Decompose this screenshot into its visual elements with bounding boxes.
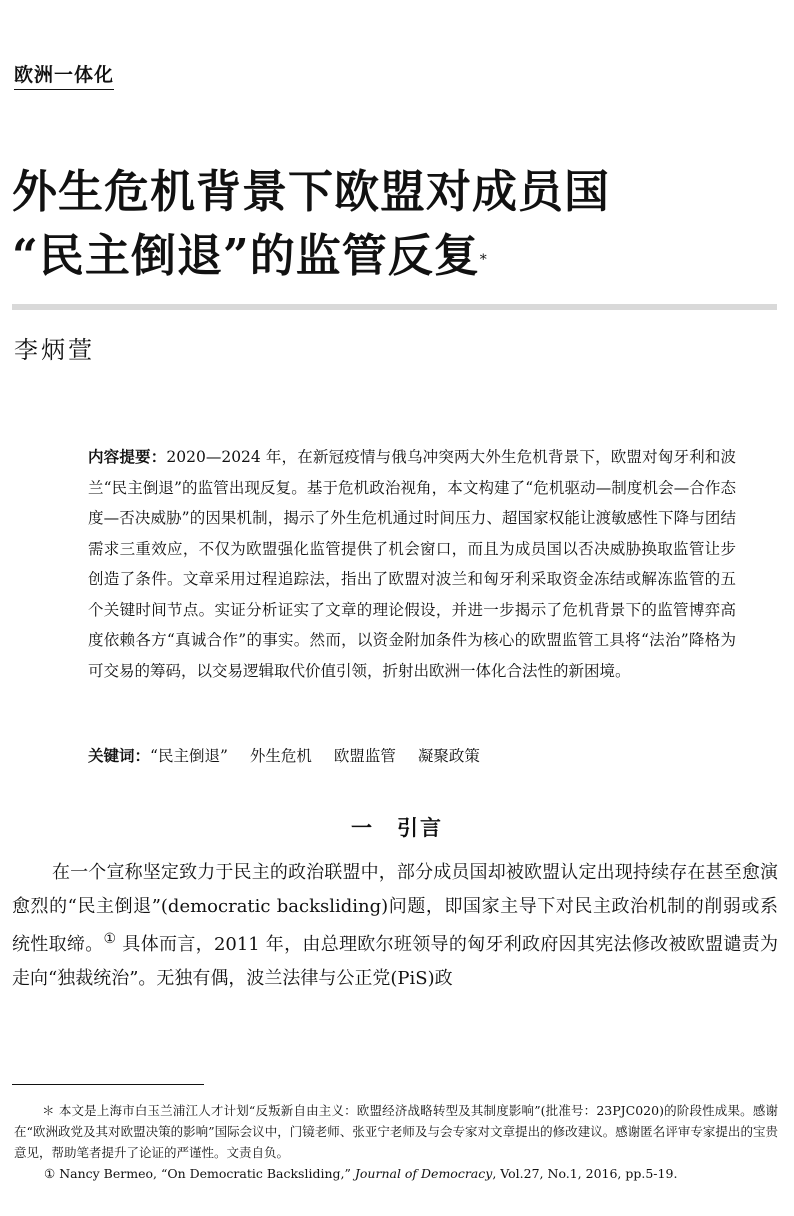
title-divider xyxy=(12,304,777,310)
keywords xyxy=(88,742,738,770)
body-text-span: 具体而言，2011 年，由总理欧尔班领导的匈牙利政府因其宪法修改被欧盟谴责为走向“独裁统治”。无独有偶，波兰法律与公正党(PiS)政 xyxy=(12,934,778,989)
abstract-text: 2020—2024 年，在新冠疫情与俄乌冲突两大外生危机背景下，欧盟对匈牙利和波兰“民主倒退”的监管出现反复。基于危机政治视角，本文构建了“危机驱动—制度机会—合作态度—否决威胁”的因果机制，揭示了外生危机通过时间压力、超国家权能让渡敏感性下降与团结需求三重效应，不仅为欧盟强化监管提供了机会窗口，而且为成员国以否决威胁换取监管让步创造了条件。文章采用过程追踪法，指出了欧盟对波兰和匈牙利采取资金冻结或解冻监管的五个关键时间节点。实证分析证实了文章的理论假设，并进一步揭示了危机背景下的监管博弈高度依赖各方“真诚合作”的事实。然而，以资金附加条件为核心的欧盟监管工具将“法治”降格为可交易的筹码，以交易逻辑取代价值引领，折射出欧洲一体化合法性的新困境。 xyxy=(88,448,736,680)
abstract-label: 内容提要： xyxy=(88,448,167,466)
title-line-2 xyxy=(12,224,782,288)
abstract-paragraph xyxy=(56,442,736,686)
keyword-item: 欧盟监管 xyxy=(333,747,396,765)
body-text-span: 在一个宣称坚定致力于民主的政治联盟中，部分成员国却被欧盟认定出现持续存在甚至愈演愈烈的“民主倒退”(democratic backsliding)问题，即国家主导下对民主政治机制的削弱或系统性取缔。 xyxy=(12,862,778,955)
footnote-1-journal: Journal of Democracy xyxy=(354,1166,493,1181)
title-line-1: 外生危机背景下欧盟对成员国 xyxy=(12,165,611,218)
body-paragraph xyxy=(12,856,778,995)
footnotes xyxy=(14,1100,778,1184)
title-line-2-text: “民主倒退”的监管反复 xyxy=(12,229,480,282)
section-heading: 一 引言 xyxy=(351,816,443,840)
keywords-label: 关键词： xyxy=(88,747,151,765)
footnote-divider xyxy=(12,1084,204,1085)
keyword-item: “民主倒退” xyxy=(150,747,228,765)
section-label: 欧洲一体化 xyxy=(14,60,114,90)
article-title xyxy=(12,160,782,288)
keyword-item: 外生危机 xyxy=(249,747,312,765)
footnote-star: ＊ 本文是上海市白玉兰浦江人才计划“反叛新自由主义：欧盟经济战略转型及其制度影响”(批准号：23PJC020)的阶段性成果。感谢在“欧洲政党及其对欧盟决策的影响”国际会议中，门镜老师、张亚宁老师及与会专家对文章提出的修改建议。感谢匿名评审专家提出的宝贵意见，帮助笔者提升了论证的严谨性。文责自负。 xyxy=(14,1103,778,1160)
title-note-mark[interactable]: * xyxy=(479,252,488,268)
keyword-item: 凝聚政策 xyxy=(417,747,480,765)
author-name: 李炳萱 xyxy=(14,336,95,364)
footnote-1-author: Nancy Bermeo, “On Democratic Backsliding,” xyxy=(59,1166,351,1181)
footnote-1 xyxy=(14,1163,778,1184)
abstract xyxy=(56,442,736,686)
footnote-ref[interactable]: ① xyxy=(103,931,117,947)
footnote-1-mark: ① xyxy=(44,1166,56,1181)
body-text xyxy=(12,856,778,995)
footnote-1-rest: , Vol.27, No.1, 2016, pp.5-19. xyxy=(492,1166,678,1181)
